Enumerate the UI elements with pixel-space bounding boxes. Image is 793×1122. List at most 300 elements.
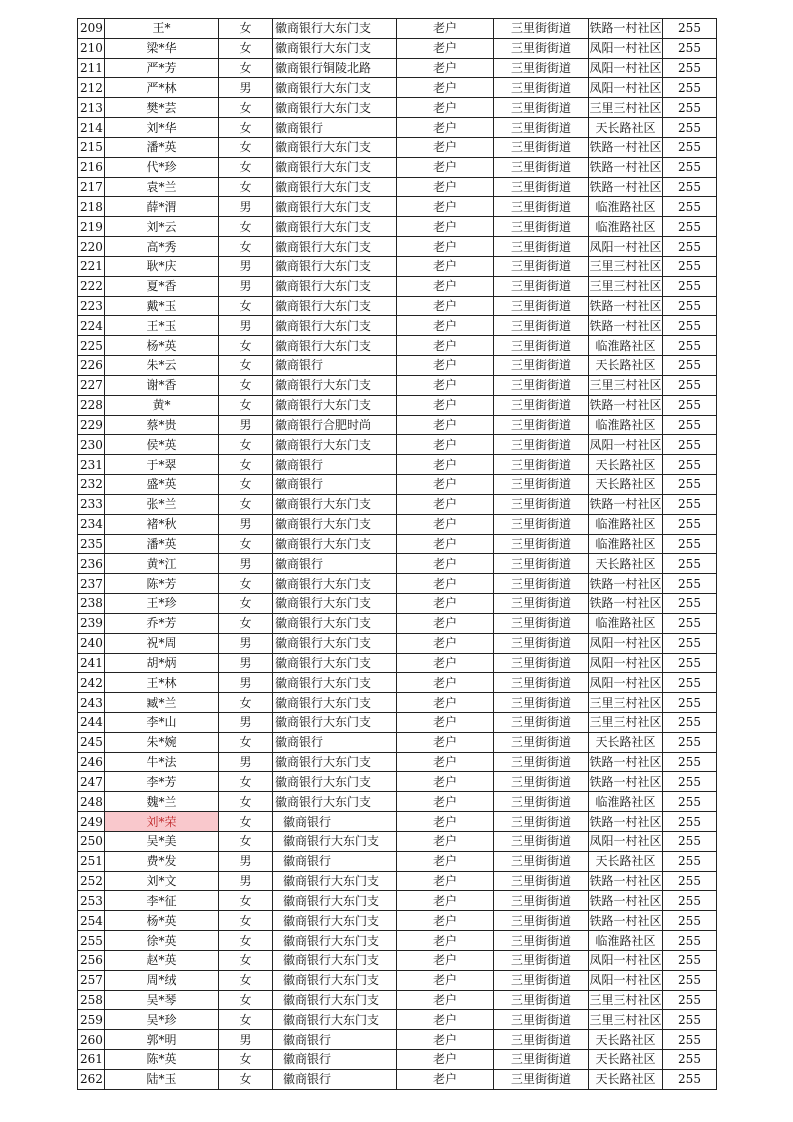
- row-number-cell[interactable]: 235: [78, 534, 105, 554]
- amount-cell[interactable]: 255: [663, 712, 717, 732]
- row-number-cell[interactable]: 216: [78, 157, 105, 177]
- street-cell[interactable]: 三里街街道: [494, 752, 589, 772]
- type-cell[interactable]: 老户: [397, 415, 494, 435]
- gender-cell[interactable]: 女: [219, 831, 273, 851]
- gender-cell[interactable]: 女: [219, 990, 273, 1010]
- amount-cell[interactable]: 255: [663, 653, 717, 673]
- name-cell[interactable]: 朱*婉: [105, 732, 219, 752]
- bank-cell[interactable]: 徽商银行: [273, 732, 397, 752]
- community-cell[interactable]: 临淮路社区: [589, 336, 663, 356]
- amount-cell[interactable]: 255: [663, 1069, 717, 1089]
- street-cell[interactable]: 三里街街道: [494, 732, 589, 752]
- community-cell[interactable]: 凤阳一村社区: [589, 38, 663, 58]
- street-cell[interactable]: 三里街街道: [494, 197, 589, 217]
- type-cell[interactable]: 老户: [397, 712, 494, 732]
- type-cell[interactable]: 老户: [397, 19, 494, 39]
- community-cell[interactable]: 三里三村社区: [589, 276, 663, 296]
- street-cell[interactable]: 三里街街道: [494, 970, 589, 990]
- bank-cell[interactable]: 徽商银行大东门支: [273, 435, 397, 455]
- community-cell[interactable]: 天长路社区: [589, 554, 663, 574]
- name-cell[interactable]: 郭*明: [105, 1030, 219, 1050]
- row-number-cell[interactable]: 218: [78, 197, 105, 217]
- street-cell[interactable]: 三里街街道: [494, 157, 589, 177]
- row-number-cell[interactable]: 251: [78, 851, 105, 871]
- street-cell[interactable]: 三里街街道: [494, 38, 589, 58]
- type-cell[interactable]: 老户: [397, 336, 494, 356]
- row-number-cell[interactable]: 261: [78, 1050, 105, 1070]
- gender-cell[interactable]: 女: [219, 137, 273, 157]
- name-cell[interactable]: 王*: [105, 19, 219, 39]
- street-cell[interactable]: 三里街街道: [494, 98, 589, 118]
- bank-cell[interactable]: 徽商银行: [273, 851, 397, 871]
- name-cell[interactable]: 侯*英: [105, 435, 219, 455]
- street-cell[interactable]: 三里街街道: [494, 633, 589, 653]
- bank-cell[interactable]: 徽商银行大东门支: [273, 752, 397, 772]
- gender-cell[interactable]: 女: [219, 237, 273, 257]
- community-cell[interactable]: 凤阳一村社区: [589, 673, 663, 693]
- community-cell[interactable]: 铁路一村社区: [589, 157, 663, 177]
- bank-cell[interactable]: 徽商银行大东门支: [273, 316, 397, 336]
- community-cell[interactable]: 临淮路社区: [589, 415, 663, 435]
- type-cell[interactable]: 老户: [397, 494, 494, 514]
- name-cell[interactable]: 魏*兰: [105, 792, 219, 812]
- type-cell[interactable]: 老户: [397, 157, 494, 177]
- gender-cell[interactable]: 男: [219, 871, 273, 891]
- type-cell[interactable]: 老户: [397, 772, 494, 792]
- type-cell[interactable]: 老户: [397, 950, 494, 970]
- amount-cell[interactable]: 255: [663, 237, 717, 257]
- community-cell[interactable]: 三里三村社区: [589, 256, 663, 276]
- row-number-cell[interactable]: 253: [78, 891, 105, 911]
- name-cell[interactable]: 王*林: [105, 673, 219, 693]
- name-cell[interactable]: 严*芳: [105, 58, 219, 78]
- gender-cell[interactable]: 女: [219, 336, 273, 356]
- row-number-cell[interactable]: 258: [78, 990, 105, 1010]
- row-number-cell[interactable]: 254: [78, 911, 105, 931]
- gender-cell[interactable]: 女: [219, 217, 273, 237]
- gender-cell[interactable]: 男: [219, 1030, 273, 1050]
- type-cell[interactable]: 老户: [397, 435, 494, 455]
- bank-cell[interactable]: 徽商银行: [273, 356, 397, 376]
- bank-cell[interactable]: 徽商银行大东门支: [273, 19, 397, 39]
- amount-cell[interactable]: 255: [663, 812, 717, 832]
- row-number-cell[interactable]: 229: [78, 415, 105, 435]
- bank-cell[interactable]: 徽商银行大东门支: [273, 594, 397, 614]
- gender-cell[interactable]: 女: [219, 395, 273, 415]
- name-cell[interactable]: 蔡*贵: [105, 415, 219, 435]
- street-cell[interactable]: 三里街街道: [494, 712, 589, 732]
- row-number-cell[interactable]: 256: [78, 950, 105, 970]
- type-cell[interactable]: 老户: [397, 256, 494, 276]
- type-cell[interactable]: 老户: [397, 613, 494, 633]
- row-number-cell[interactable]: 239: [78, 613, 105, 633]
- bank-cell[interactable]: 徽商银行大东门支: [273, 237, 397, 257]
- bank-cell[interactable]: 徽商银行大东门支: [273, 157, 397, 177]
- gender-cell[interactable]: 女: [219, 58, 273, 78]
- name-cell[interactable]: 潘*英: [105, 137, 219, 157]
- community-cell[interactable]: 临淮路社区: [589, 514, 663, 534]
- gender-cell[interactable]: 男: [219, 78, 273, 98]
- type-cell[interactable]: 老户: [397, 296, 494, 316]
- street-cell[interactable]: 三里街街道: [494, 574, 589, 594]
- amount-cell[interactable]: 255: [663, 990, 717, 1010]
- gender-cell[interactable]: 女: [219, 455, 273, 475]
- bank-cell[interactable]: 徽商银行大东门支: [273, 534, 397, 554]
- community-cell[interactable]: 临淮路社区: [589, 613, 663, 633]
- type-cell[interactable]: 老户: [397, 375, 494, 395]
- street-cell[interactable]: 三里街街道: [494, 891, 589, 911]
- name-cell[interactable]: 谢*香: [105, 375, 219, 395]
- gender-cell[interactable]: 男: [219, 415, 273, 435]
- gender-cell[interactable]: 女: [219, 931, 273, 951]
- type-cell[interactable]: 老户: [397, 574, 494, 594]
- type-cell[interactable]: 老户: [397, 831, 494, 851]
- type-cell[interactable]: 老户: [397, 970, 494, 990]
- street-cell[interactable]: 三里街街道: [494, 118, 589, 138]
- row-number-cell[interactable]: 259: [78, 1010, 105, 1030]
- row-number-cell[interactable]: 250: [78, 831, 105, 851]
- community-cell[interactable]: 天长路社区: [589, 1069, 663, 1089]
- row-number-cell[interactable]: 232: [78, 475, 105, 495]
- name-cell[interactable]: 高*秀: [105, 237, 219, 257]
- street-cell[interactable]: 三里街街道: [494, 78, 589, 98]
- amount-cell[interactable]: 255: [663, 931, 717, 951]
- row-number-cell[interactable]: 233: [78, 494, 105, 514]
- row-number-cell[interactable]: 238: [78, 594, 105, 614]
- community-cell[interactable]: 临淮路社区: [589, 217, 663, 237]
- name-cell[interactable]: 于*翠: [105, 455, 219, 475]
- community-cell[interactable]: 铁路一村社区: [589, 594, 663, 614]
- row-number-cell[interactable]: 262: [78, 1069, 105, 1089]
- bank-cell[interactable]: 徽商银行大东门支: [273, 673, 397, 693]
- name-cell[interactable]: 臧*兰: [105, 693, 219, 713]
- street-cell[interactable]: 三里街街道: [494, 296, 589, 316]
- name-cell[interactable]: 陆*玉: [105, 1069, 219, 1089]
- type-cell[interactable]: 老户: [397, 653, 494, 673]
- bank-cell[interactable]: 徽商银行大东门支: [273, 633, 397, 653]
- name-cell[interactable]: 袁*兰: [105, 177, 219, 197]
- amount-cell[interactable]: 255: [663, 38, 717, 58]
- street-cell[interactable]: 三里街街道: [494, 1069, 589, 1089]
- type-cell[interactable]: 老户: [397, 792, 494, 812]
- gender-cell[interactable]: 女: [219, 594, 273, 614]
- type-cell[interactable]: 老户: [397, 1069, 494, 1089]
- amount-cell[interactable]: 255: [663, 514, 717, 534]
- amount-cell[interactable]: 255: [663, 594, 717, 614]
- type-cell[interactable]: 老户: [397, 217, 494, 237]
- name-cell[interactable]: 李*山: [105, 712, 219, 732]
- community-cell[interactable]: 天长路社区: [589, 732, 663, 752]
- gender-cell[interactable]: 女: [219, 19, 273, 39]
- row-number-cell[interactable]: 230: [78, 435, 105, 455]
- gender-cell[interactable]: 女: [219, 475, 273, 495]
- name-cell[interactable]: 严*林: [105, 78, 219, 98]
- row-number-cell[interactable]: 224: [78, 316, 105, 336]
- gender-cell[interactable]: 女: [219, 356, 273, 376]
- community-cell[interactable]: 天长路社区: [589, 455, 663, 475]
- amount-cell[interactable]: 255: [663, 1010, 717, 1030]
- bank-cell[interactable]: 徽商银行: [273, 812, 397, 832]
- street-cell[interactable]: 三里街街道: [494, 673, 589, 693]
- gender-cell[interactable]: 女: [219, 1069, 273, 1089]
- street-cell[interactable]: 三里街街道: [494, 990, 589, 1010]
- type-cell[interactable]: 老户: [397, 911, 494, 931]
- amount-cell[interactable]: 255: [663, 375, 717, 395]
- type-cell[interactable]: 老户: [397, 98, 494, 118]
- row-number-cell[interactable]: 234: [78, 514, 105, 534]
- gender-cell[interactable]: 女: [219, 792, 273, 812]
- type-cell[interactable]: 老户: [397, 812, 494, 832]
- street-cell[interactable]: 三里街街道: [494, 137, 589, 157]
- row-number-cell[interactable]: 244: [78, 712, 105, 732]
- type-cell[interactable]: 老户: [397, 693, 494, 713]
- bank-cell[interactable]: 徽商银行大东门支: [273, 712, 397, 732]
- bank-cell[interactable]: 徽商银行大东门支: [273, 276, 397, 296]
- type-cell[interactable]: 老户: [397, 38, 494, 58]
- amount-cell[interactable]: 255: [663, 78, 717, 98]
- bank-cell[interactable]: 徽商银行大东门支: [273, 970, 397, 990]
- bank-cell[interactable]: 徽商银行大东门支: [273, 931, 397, 951]
- bank-cell[interactable]: 徽商银行铜陵北路: [273, 58, 397, 78]
- row-number-cell[interactable]: 249: [78, 812, 105, 832]
- street-cell[interactable]: 三里街街道: [494, 435, 589, 455]
- gender-cell[interactable]: 女: [219, 950, 273, 970]
- gender-cell[interactable]: 女: [219, 435, 273, 455]
- community-cell[interactable]: 凤阳一村社区: [589, 633, 663, 653]
- type-cell[interactable]: 老户: [397, 871, 494, 891]
- bank-cell[interactable]: 徽商银行大东门支: [273, 336, 397, 356]
- street-cell[interactable]: 三里街街道: [494, 653, 589, 673]
- bank-cell[interactable]: 徽商银行大东门支: [273, 990, 397, 1010]
- bank-cell[interactable]: 徽商银行大东门支: [273, 98, 397, 118]
- street-cell[interactable]: 三里街街道: [494, 475, 589, 495]
- street-cell[interactable]: 三里街街道: [494, 217, 589, 237]
- name-cell[interactable]: 费*发: [105, 851, 219, 871]
- bank-cell[interactable]: 徽商银行大东门支: [273, 217, 397, 237]
- bank-cell[interactable]: 徽商银行大东门支: [273, 613, 397, 633]
- type-cell[interactable]: 老户: [397, 534, 494, 554]
- bank-cell[interactable]: 徽商银行大东门支: [273, 296, 397, 316]
- row-number-cell[interactable]: 242: [78, 673, 105, 693]
- gender-cell[interactable]: 女: [219, 574, 273, 594]
- name-cell[interactable]: 王*玉: [105, 316, 219, 336]
- bank-cell[interactable]: 徽商银行: [273, 118, 397, 138]
- street-cell[interactable]: 三里街街道: [494, 276, 589, 296]
- amount-cell[interactable]: 255: [663, 415, 717, 435]
- amount-cell[interactable]: 255: [663, 197, 717, 217]
- bank-cell[interactable]: 徽商银行大东门支: [273, 514, 397, 534]
- community-cell[interactable]: 铁路一村社区: [589, 316, 663, 336]
- bank-cell[interactable]: 徽商银行大东门支: [273, 1010, 397, 1030]
- gender-cell[interactable]: 女: [219, 970, 273, 990]
- bank-cell[interactable]: 徽商银行大东门支: [273, 772, 397, 792]
- amount-cell[interactable]: 255: [663, 19, 717, 39]
- name-cell[interactable]: 乔*芳: [105, 613, 219, 633]
- amount-cell[interactable]: 255: [663, 316, 717, 336]
- street-cell[interactable]: 三里街街道: [494, 534, 589, 554]
- community-cell[interactable]: 铁路一村社区: [589, 296, 663, 316]
- type-cell[interactable]: 老户: [397, 1030, 494, 1050]
- gender-cell[interactable]: 女: [219, 1010, 273, 1030]
- community-cell[interactable]: 铁路一村社区: [589, 752, 663, 772]
- community-cell[interactable]: 凤阳一村社区: [589, 435, 663, 455]
- gender-cell[interactable]: 男: [219, 554, 273, 574]
- name-cell[interactable]: 周*绒: [105, 970, 219, 990]
- bank-cell[interactable]: 徽商银行: [273, 455, 397, 475]
- street-cell[interactable]: 三里街街道: [494, 554, 589, 574]
- gender-cell[interactable]: 男: [219, 851, 273, 871]
- community-cell[interactable]: 凤阳一村社区: [589, 970, 663, 990]
- street-cell[interactable]: 三里街街道: [494, 336, 589, 356]
- name-cell[interactable]: 李*芳: [105, 772, 219, 792]
- amount-cell[interactable]: 255: [663, 633, 717, 653]
- name-cell[interactable]: 朱*云: [105, 356, 219, 376]
- type-cell[interactable]: 老户: [397, 891, 494, 911]
- gender-cell[interactable]: 女: [219, 772, 273, 792]
- name-cell[interactable]: 刘*云: [105, 217, 219, 237]
- row-number-cell[interactable]: 246: [78, 752, 105, 772]
- community-cell[interactable]: 三里三村社区: [589, 98, 663, 118]
- community-cell[interactable]: 铁路一村社区: [589, 19, 663, 39]
- name-cell[interactable]: 杨*英: [105, 336, 219, 356]
- gender-cell[interactable]: 男: [219, 653, 273, 673]
- name-cell[interactable]: 吴*珍: [105, 1010, 219, 1030]
- bank-cell[interactable]: 徽商银行大东门支: [273, 950, 397, 970]
- row-number-cell[interactable]: 215: [78, 137, 105, 157]
- street-cell[interactable]: 三里街街道: [494, 494, 589, 514]
- name-cell[interactable]: 刘*文: [105, 871, 219, 891]
- name-cell[interactable]: 李*征: [105, 891, 219, 911]
- row-number-cell[interactable]: 222: [78, 276, 105, 296]
- community-cell[interactable]: 凤阳一村社区: [589, 237, 663, 257]
- name-cell[interactable]: 夏*香: [105, 276, 219, 296]
- amount-cell[interactable]: 255: [663, 792, 717, 812]
- street-cell[interactable]: 三里街街道: [494, 375, 589, 395]
- row-number-cell[interactable]: 210: [78, 38, 105, 58]
- amount-cell[interactable]: 255: [663, 613, 717, 633]
- community-cell[interactable]: 凤阳一村社区: [589, 78, 663, 98]
- street-cell[interactable]: 三里街街道: [494, 514, 589, 534]
- type-cell[interactable]: 老户: [397, 931, 494, 951]
- type-cell[interactable]: 老户: [397, 752, 494, 772]
- amount-cell[interactable]: 255: [663, 831, 717, 851]
- gender-cell[interactable]: 男: [219, 197, 273, 217]
- row-number-cell[interactable]: 236: [78, 554, 105, 574]
- row-number-cell[interactable]: 228: [78, 395, 105, 415]
- gender-cell[interactable]: 女: [219, 38, 273, 58]
- type-cell[interactable]: 老户: [397, 118, 494, 138]
- row-number-cell[interactable]: 252: [78, 871, 105, 891]
- row-number-cell[interactable]: 214: [78, 118, 105, 138]
- community-cell[interactable]: 凤阳一村社区: [589, 58, 663, 78]
- community-cell[interactable]: 凤阳一村社区: [589, 831, 663, 851]
- type-cell[interactable]: 老户: [397, 594, 494, 614]
- gender-cell[interactable]: 女: [219, 812, 273, 832]
- name-cell[interactable]: 吴*美: [105, 831, 219, 851]
- type-cell[interactable]: 老户: [397, 58, 494, 78]
- row-number-cell[interactable]: 226: [78, 356, 105, 376]
- community-cell[interactable]: 三里三村社区: [589, 693, 663, 713]
- community-cell[interactable]: 临淮路社区: [589, 792, 663, 812]
- street-cell[interactable]: 三里街街道: [494, 455, 589, 475]
- street-cell[interactable]: 三里街街道: [494, 1030, 589, 1050]
- row-number-cell[interactable]: 260: [78, 1030, 105, 1050]
- gender-cell[interactable]: 女: [219, 534, 273, 554]
- name-cell[interactable]: 薛*渭: [105, 197, 219, 217]
- bank-cell[interactable]: 徽商银行: [273, 475, 397, 495]
- bank-cell[interactable]: 徽商银行大东门支: [273, 891, 397, 911]
- name-cell[interactable]: 陈*芳: [105, 574, 219, 594]
- row-number-cell[interactable]: 240: [78, 633, 105, 653]
- gender-cell[interactable]: 女: [219, 732, 273, 752]
- row-number-cell[interactable]: 213: [78, 98, 105, 118]
- type-cell[interactable]: 老户: [397, 514, 494, 534]
- gender-cell[interactable]: 男: [219, 633, 273, 653]
- type-cell[interactable]: 老户: [397, 395, 494, 415]
- bank-cell[interactable]: 徽商银行大东门支: [273, 653, 397, 673]
- amount-cell[interactable]: 255: [663, 118, 717, 138]
- gender-cell[interactable]: 女: [219, 891, 273, 911]
- name-cell[interactable]: 刘*荣: [105, 812, 219, 832]
- name-cell[interactable]: 代*珍: [105, 157, 219, 177]
- name-cell[interactable]: 黄*江: [105, 554, 219, 574]
- community-cell[interactable]: 铁路一村社区: [589, 772, 663, 792]
- community-cell[interactable]: 临淮路社区: [589, 931, 663, 951]
- amount-cell[interactable]: 255: [663, 137, 717, 157]
- name-cell[interactable]: 王*珍: [105, 594, 219, 614]
- community-cell[interactable]: 凤阳一村社区: [589, 653, 663, 673]
- amount-cell[interactable]: 255: [663, 732, 717, 752]
- bank-cell[interactable]: 徽商银行大东门支: [273, 137, 397, 157]
- bank-cell[interactable]: 徽商银行大东门支: [273, 375, 397, 395]
- street-cell[interactable]: 三里街街道: [494, 395, 589, 415]
- amount-cell[interactable]: 255: [663, 296, 717, 316]
- amount-cell[interactable]: 255: [663, 871, 717, 891]
- amount-cell[interactable]: 255: [663, 772, 717, 792]
- amount-cell[interactable]: 255: [663, 673, 717, 693]
- community-cell[interactable]: 铁路一村社区: [589, 871, 663, 891]
- type-cell[interactable]: 老户: [397, 316, 494, 336]
- amount-cell[interactable]: 255: [663, 157, 717, 177]
- gender-cell[interactable]: 女: [219, 98, 273, 118]
- street-cell[interactable]: 三里街街道: [494, 931, 589, 951]
- amount-cell[interactable]: 255: [663, 911, 717, 931]
- bank-cell[interactable]: 徽商银行大东门支: [273, 574, 397, 594]
- type-cell[interactable]: 老户: [397, 673, 494, 693]
- name-cell[interactable]: 胡*炳: [105, 653, 219, 673]
- row-number-cell[interactable]: 225: [78, 336, 105, 356]
- row-number-cell[interactable]: 243: [78, 693, 105, 713]
- bank-cell[interactable]: 徽商银行: [273, 1030, 397, 1050]
- amount-cell[interactable]: 255: [663, 336, 717, 356]
- type-cell[interactable]: 老户: [397, 356, 494, 376]
- amount-cell[interactable]: 255: [663, 217, 717, 237]
- street-cell[interactable]: 三里街街道: [494, 594, 589, 614]
- amount-cell[interactable]: 255: [663, 177, 717, 197]
- bank-cell[interactable]: 徽商银行大东门支: [273, 871, 397, 891]
- street-cell[interactable]: 三里街街道: [494, 792, 589, 812]
- row-number-cell[interactable]: 241: [78, 653, 105, 673]
- type-cell[interactable]: 老户: [397, 276, 494, 296]
- type-cell[interactable]: 老户: [397, 633, 494, 653]
- row-number-cell[interactable]: 223: [78, 296, 105, 316]
- amount-cell[interactable]: 255: [663, 891, 717, 911]
- type-cell[interactable]: 老户: [397, 475, 494, 495]
- type-cell[interactable]: 老户: [397, 554, 494, 574]
- street-cell[interactable]: 三里街街道: [494, 415, 589, 435]
- gender-cell[interactable]: 男: [219, 673, 273, 693]
- street-cell[interactable]: 三里街街道: [494, 950, 589, 970]
